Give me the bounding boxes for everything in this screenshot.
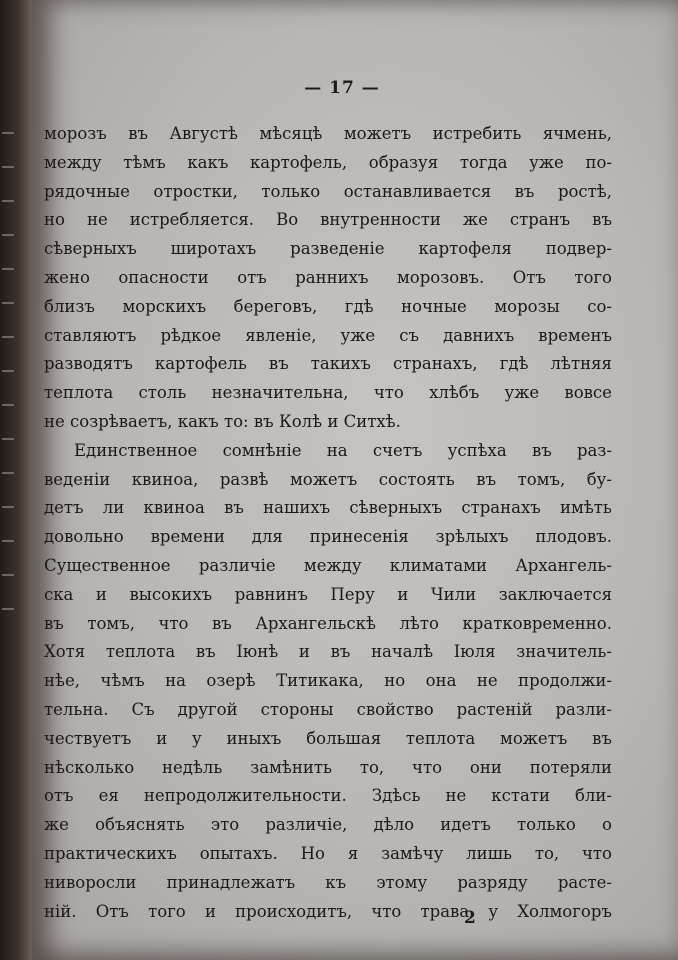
text-line: морозъ въ Августѣ мѣсяцѣ можетъ истребить ячмень, [44, 124, 612, 143]
text-line: близъ морскихъ береговъ, гдѣ ночные морозы со- [44, 296, 612, 316]
text-line: отъ ея непродолжительности. Здѣсь не кстати бли- [44, 786, 612, 806]
text-line: ній. Отъ того и происходитъ, что трава у Холмогоръ [44, 901, 612, 921]
paragraph [44, 437, 612, 927]
text-line: веденіи квиноа, развѣ можетъ состоять въ томъ, бу- [44, 469, 612, 489]
text-line: жено опасности отъ раннихъ морозовъ. Отъ того [44, 267, 612, 287]
book-page [32, 0, 678, 960]
text-line: ниворосли принадлежатъ къ этому разряду расте- [44, 872, 612, 892]
text-line: въ томъ, что въ Архангельскѣ лѣто кратковременно. [44, 613, 612, 633]
text-line: теплота столь незначительна, что хлѣбъ уже вовсе [44, 383, 612, 403]
text-line: нѣе, чѣмъ на озерѣ Титикака, но она не продолжи- [44, 671, 612, 691]
text-line: Хотя теплота въ Іюнѣ и въ началѣ Іюля значитель- [44, 642, 612, 662]
adjacent-page-edge [2, 110, 14, 610]
text-line: нѣсколько недѣль замѣнить то, что они потеряли [44, 757, 612, 777]
text-line: довольно времени для принесенія зрѣлыхъ плодовъ. [44, 527, 612, 547]
text-line: но не истребляется. Во внутренности же странъ въ [44, 210, 612, 230]
text-line: ставляютъ рѣдкое явленіе, уже съ давнихъ временъ [44, 325, 612, 345]
page-text [44, 120, 612, 926]
text-line: рядочные отростки, только останавливается въ ростѣ, [44, 181, 612, 201]
text-line: Существенное различіе между климатами Архангель- [44, 555, 612, 575]
text-line: детъ ли квиноа въ нашихъ сѣверныхъ странахъ имѣть [44, 498, 612, 518]
signature-mark: 2 [464, 908, 476, 928]
text-line: чествуетъ и у иныхъ большая теплота можетъ въ [44, 728, 612, 748]
text-line: не созрѣваетъ, какъ то: въ Колѣ и Ситхѣ. [44, 411, 401, 431]
text-line: между тѣмъ какъ картофель, образуя тогда уже по- [44, 152, 612, 172]
book-gutter [0, 0, 32, 960]
text-line: сѣверныхъ широтахъ разведеніе картофеля подвер- [44, 239, 612, 259]
paragraph [44, 120, 612, 437]
text-line: Единственное сомнѣніе на счетъ успѣха въ раз- [74, 440, 612, 460]
text-line: разводятъ картофель въ такихъ странахъ, гдѣ лѣтняя [44, 354, 612, 374]
text-line: ска и высокихъ равнинъ Перу и Чили заключается [44, 584, 612, 604]
text-line: же объяснять это различіе, дѣло идетъ только о [44, 815, 612, 835]
text-line: тельна. Съ другой стороны свойство растеній разли- [44, 699, 612, 719]
page-number: — 17 — [304, 78, 380, 98]
text-line: практическихъ опытахъ. Но я замѣчу лишь то, что [44, 843, 612, 863]
